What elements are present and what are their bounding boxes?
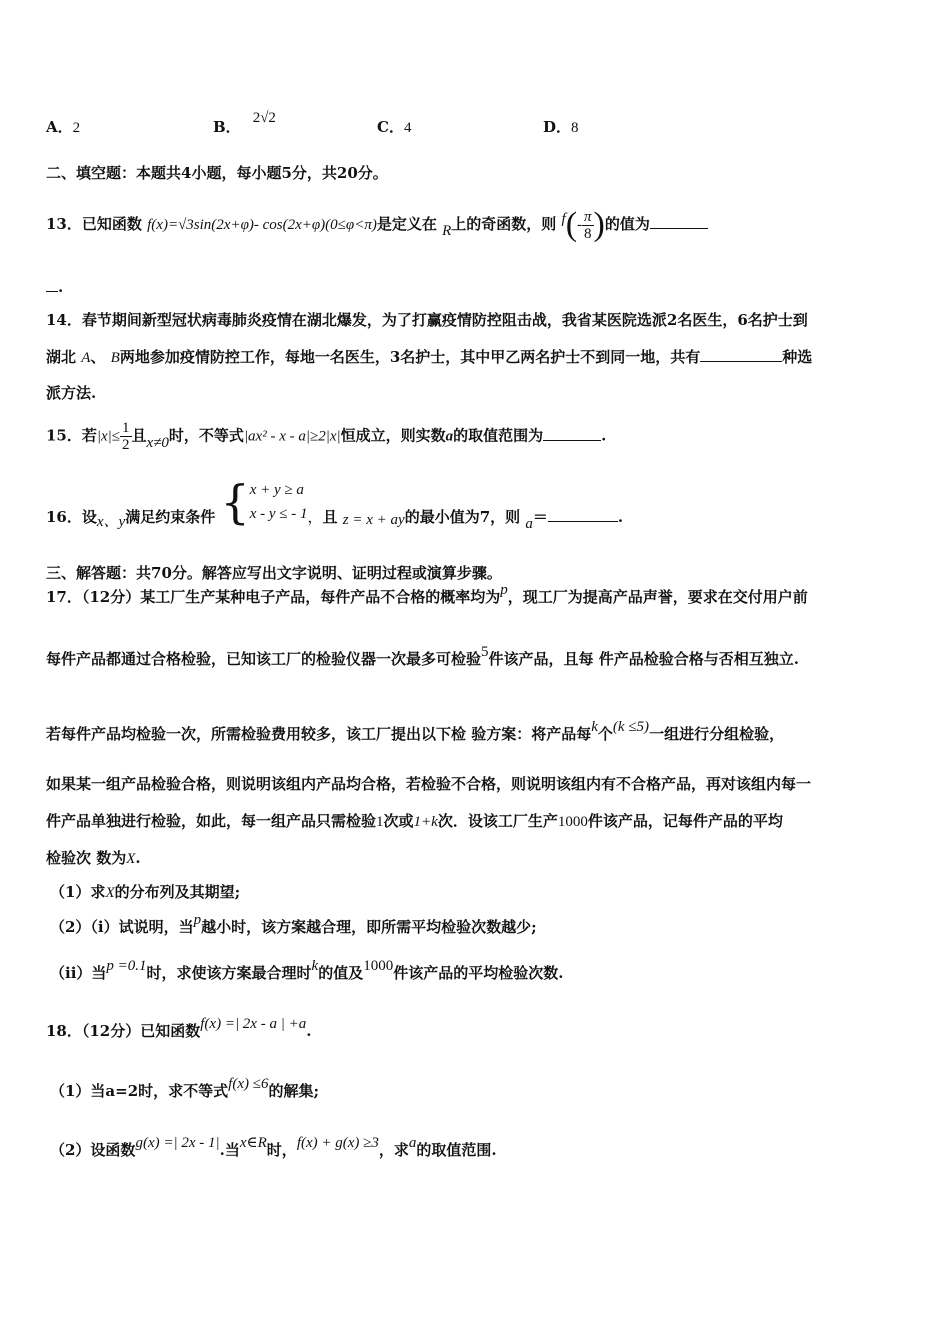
q17-p3-text-d: 件该产品的平均检验次数. xyxy=(393,964,564,982)
q15-cond: x≠0 xyxy=(146,434,169,451)
q16-vars: x、y xyxy=(96,514,126,530)
q17-text-5b: 次或 xyxy=(383,812,414,830)
q17-var-p: p xyxy=(500,582,508,598)
q16-objective: z = x + ay xyxy=(342,512,405,528)
q18-p1-text-b: 的解集; xyxy=(268,1082,320,1100)
q15-answer-blank[interactable] xyxy=(543,428,601,441)
q17-text-3a: 若每件产品均检验一次，所需检验费用较多，该工厂提出以下检 验方案：将产品每 xyxy=(46,725,592,743)
q18-p2-text-c: 时， xyxy=(266,1141,297,1159)
q17-p3-thousand: 1000 xyxy=(363,958,394,974)
q15-inequality: |ax² - x - a|≥2|x| xyxy=(243,428,341,445)
q17-text-2b: 件该产品，且每 件产品检验合格与否相互独立. xyxy=(488,650,799,668)
q16-constraint-2: x - y ≤ - 1 xyxy=(249,506,308,522)
q17-p3-text-a: （ii）当 xyxy=(50,964,107,982)
q18-part-1 xyxy=(50,1076,320,1101)
q13-continuation xyxy=(46,278,63,296)
q16-end: . xyxy=(617,508,624,526)
q17-line-4: 如果某一组产品检验合格，则说明该组内产品均合格，若检验不合格，则说明该组内有不合格产品，再对该组内每一 xyxy=(46,775,812,793)
choice-d-value: 8 xyxy=(571,120,579,136)
q17-p2-var-p: p xyxy=(193,912,202,928)
choice-c-value: 4 xyxy=(403,120,412,136)
q17-text-2a: 每件产品都通过合格检验，已知该工厂的检验仪器一次最多可检验 xyxy=(46,650,482,668)
q18-p2-text-d: ，求 xyxy=(378,1141,409,1159)
q13-paren-open: ( xyxy=(565,206,578,243)
q13-minus: - xyxy=(577,217,583,233)
q17-one: 1 xyxy=(376,814,384,830)
q14-var-b: B xyxy=(110,350,120,366)
q13-text-2: 是定义在 xyxy=(376,215,437,233)
q15-var-a: a xyxy=(445,428,454,445)
q18-part-2 xyxy=(50,1135,497,1160)
q17-part-2 xyxy=(50,912,537,937)
q13-text-4: 的值为 xyxy=(604,215,650,233)
q17-one-plus-k: 1+k xyxy=(413,814,438,830)
q18-p2-text-a: （2）设函数 xyxy=(50,1141,136,1159)
q17-p1-text-b: 的分布列及其期望; xyxy=(114,883,241,901)
section-3-title: 三、解答题：共70分。解答应写出文字说明、证明过程或演算步骤。 xyxy=(46,564,502,582)
q18-p2-text-e: 的取值范围. xyxy=(416,1141,497,1159)
q17-text-5a: 件产品单独进行检验，如此，每一组产品只需检验 xyxy=(46,812,377,830)
q17-var-k: k xyxy=(591,719,598,735)
choice-b xyxy=(213,110,276,137)
choice-a-value: 2 xyxy=(72,120,81,136)
q17-text-5c: 次．设该工厂生产 xyxy=(437,812,558,830)
q13-paren-close: ) xyxy=(593,206,605,243)
q17-thousand: 1000 xyxy=(557,814,588,830)
question-13 xyxy=(46,206,708,244)
q14-text-c: 种选 xyxy=(782,348,813,366)
q17-k-cond: (k ≤5) xyxy=(612,719,650,735)
q17-part-3 xyxy=(50,958,564,983)
q13-f-letter: f xyxy=(561,211,566,227)
q13-var-r: R xyxy=(442,223,452,239)
q15-half-den: 2 xyxy=(122,437,130,453)
choice-a xyxy=(46,116,80,137)
q15-text-1: 且 xyxy=(131,426,147,445)
q15-text-4: 的取值范围为 xyxy=(453,426,544,445)
choice-a-label: A． xyxy=(46,118,73,136)
q18-p1-inequality: f(x) ≤6 xyxy=(228,1076,269,1092)
q13-frac-num: π xyxy=(584,208,592,225)
q14-line-3: 派方法. xyxy=(46,384,97,402)
q17-text-6b: . xyxy=(135,849,141,867)
q18-p2-var-a: a xyxy=(408,1135,417,1151)
q16-number: 16．设 xyxy=(46,508,97,526)
q13-answer-blank-cont[interactable] xyxy=(46,279,58,292)
q17-text-1a: 17．（12分）某工厂生产某种电子产品，每件产品不合格的概率均为 xyxy=(46,588,501,606)
choice-d-label: D． xyxy=(543,118,572,136)
q16-constraints xyxy=(250,478,308,526)
q15-half-num: 1 xyxy=(122,420,130,436)
q15-text-3: 恒成立，则实数 xyxy=(340,426,446,445)
q18-p2-text-b: .当 xyxy=(219,1141,240,1159)
q17-p2-text-a: （2）（i）试说明，当 xyxy=(50,918,194,936)
q17-p1-var-x: X xyxy=(105,885,115,901)
q17-part-1 xyxy=(50,881,240,902)
q18-p1-text-a: （1）当a=2时，求不等式 xyxy=(50,1082,229,1100)
q13-number: 13． xyxy=(46,215,82,233)
q13-frac-den: 8 xyxy=(584,225,592,242)
q17-line-1 xyxy=(46,582,808,607)
question-15 xyxy=(46,420,606,453)
q15-half xyxy=(120,420,132,453)
q13-text-1: 已知函数 xyxy=(81,215,142,233)
q17-line-2 xyxy=(46,644,799,669)
section-2-title: 二、填空题：本题共4小题，每小题5分，共20分。 xyxy=(46,164,388,182)
q14-line-1: 14．春节期间新型冠状病毒肺炎疫情在湖北爆发，为了打赢疫情防控阻击战，我省某医院选派2名医生，6名护士到 xyxy=(46,311,808,329)
q17-p2-text-b: 越小时，该方案越合理，即所需平均检验次数越少; xyxy=(201,918,537,936)
q13-end: . xyxy=(58,278,64,296)
q17-line-6 xyxy=(46,847,141,868)
q18-p2-g-function: g(x) =| 2x - 1| xyxy=(135,1135,220,1151)
q17-text-5d: 件该产品，记每件产品的平均 xyxy=(587,812,783,830)
q13-expression: f(x)=√3sin(2x+φ)- cos(2x+φ)(0≤φ<π) xyxy=(147,217,377,233)
q16-constraint-1: x + y ≥ a xyxy=(249,482,304,498)
choice-d xyxy=(543,116,579,137)
q14-answer-blank[interactable] xyxy=(700,349,782,362)
q17-five: 5 xyxy=(481,644,489,660)
q18-text-1b: . xyxy=(306,1022,312,1040)
q17-p3-p-value: p =0.1 xyxy=(106,958,147,974)
q18-function: f(x) =| 2x - a | +a xyxy=(200,1016,307,1032)
q14-line-2 xyxy=(46,346,812,367)
q14-text-b: 两地参加疫情防控工作，每地一名医生，3名护士，其中甲乙两名护士不到同一地，共有 xyxy=(119,348,701,366)
question-16 xyxy=(46,475,624,532)
q15-text-2: 时，不等式 xyxy=(168,426,244,445)
choice-c-label: C． xyxy=(377,118,404,136)
q17-text-3b: 个 xyxy=(597,725,613,743)
q16-text-2: 且 xyxy=(322,508,338,526)
q18-line-1 xyxy=(46,1016,312,1041)
q13-fraction xyxy=(582,209,594,242)
q17-line-3 xyxy=(46,719,785,744)
q16-text-4: ＝ xyxy=(532,508,548,526)
q18-p2-inequality: f(x) + g(x) ≥3 xyxy=(296,1135,379,1151)
q16-text-3: 的最小值为7，则 xyxy=(404,508,521,526)
q18-text-1a: 18．（12分）已知函数 xyxy=(46,1022,201,1040)
q15-number: 15．若 xyxy=(46,426,97,445)
q17-text-3c: 一组进行分组检验， xyxy=(649,725,785,743)
q17-var-x: X xyxy=(126,851,136,867)
q16-answer-blank[interactable] xyxy=(548,509,618,522)
q17-p3-text-b: 时，求使该方案最合理时 xyxy=(146,964,312,982)
q14-sep: 、 xyxy=(90,348,106,366)
q16-var-a: a xyxy=(525,516,533,532)
q17-text-6a: 检验次 数为 xyxy=(46,849,127,867)
q15-abs-x: |x|≤ xyxy=(96,428,121,445)
choice-c xyxy=(377,116,411,137)
choice-b-value: 2√2 xyxy=(252,110,276,126)
q13-answer-blank[interactable] xyxy=(650,216,708,229)
q16-text-1: 满足约束条件 xyxy=(125,508,216,526)
q16-comma: ， xyxy=(307,510,323,526)
q13-text-3: 上的奇函数，则 xyxy=(451,215,557,233)
q18-p2-x-in-r: x∈R xyxy=(239,1135,267,1151)
q15-end: . xyxy=(601,426,607,445)
q17-p3-text-c: 的值及 xyxy=(318,964,364,982)
q14-var-a: A xyxy=(81,350,91,366)
q17-text-1b: ，现工厂为提高产品声誉，要求在交付用户前 xyxy=(507,588,808,606)
q17-line-5 xyxy=(46,810,783,831)
q16-constraint-system xyxy=(220,475,308,529)
q17-p1-text-a: （1）求 xyxy=(50,883,106,901)
choice-b-label: B． xyxy=(213,118,241,136)
q14-text-a: 湖北 xyxy=(46,348,77,366)
q17-p3-var-k: k xyxy=(311,958,319,974)
q16-brace: { xyxy=(220,475,250,529)
